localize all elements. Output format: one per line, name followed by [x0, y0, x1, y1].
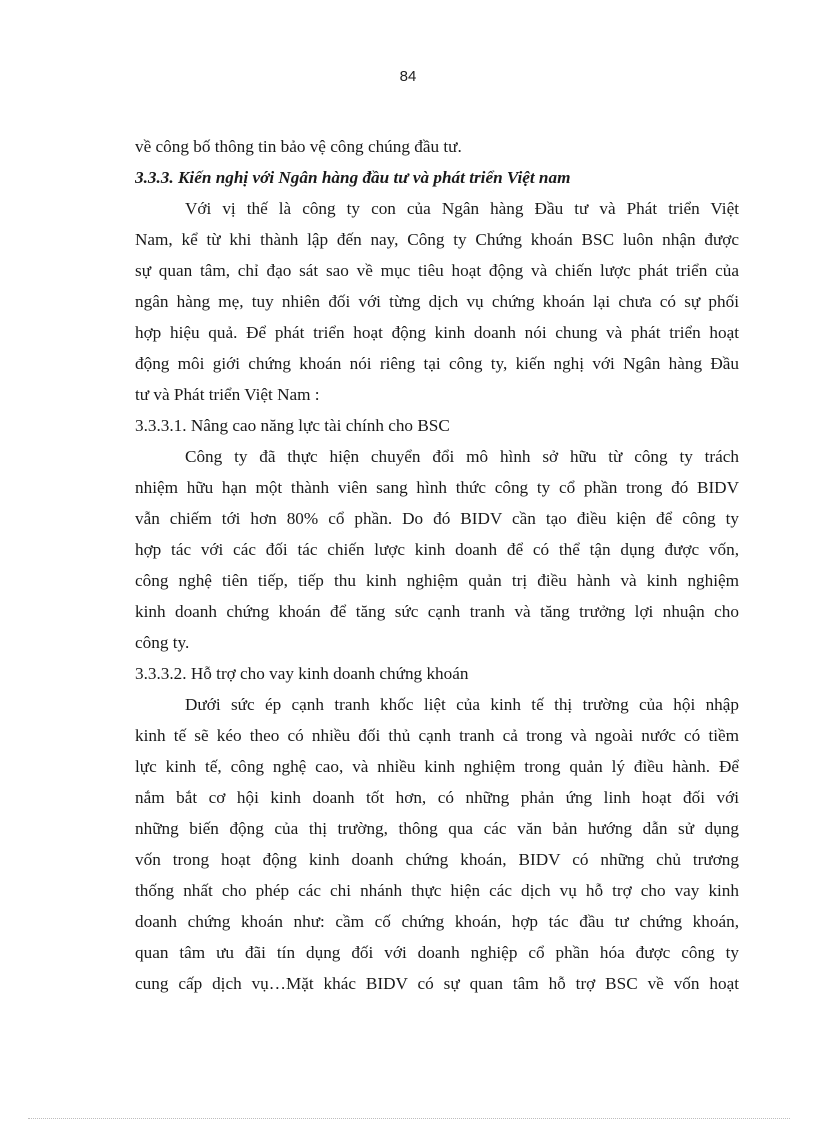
paragraph-line: lực kinh tế, công nghệ cao, và nhiều kinh nghiệm trong quản lý điều hành. Để: [135, 757, 739, 776]
paragraph-3: [135, 689, 739, 999]
paragraph-2: [135, 441, 739, 658]
paragraph-line: cung cấp dịch vụ…Mặt khác BIDV có sự quan tâm hỗ trợ BSC về vốn hoạt: [135, 974, 739, 993]
paragraph-line: kinh tế sẽ kéo theo có nhiều đối thủ cạnh tranh cả trong và ngoài nước có tiềm: [135, 726, 739, 745]
paragraph-line: Với vị thế là công ty con của Ngân hàng Đầu tư và Phát triển Việt: [185, 199, 739, 218]
paragraph-line: kinh doanh chứng khoán để tăng sức cạnh tranh và tăng trưởng lợi nhuận cho: [135, 602, 739, 621]
document-body: [135, 131, 739, 999]
paragraph-line: vốn trong hoạt động kinh doanh chứng khoán, BIDV có những chủ trương: [135, 850, 739, 869]
paragraph-line: hợp hiệu quả. Để phát triển hoạt động kinh doanh nói chung và phát triển hoạt: [135, 323, 739, 342]
intro-line: về công bố thông tin bảo vệ công chúng đầu tư.: [135, 137, 462, 156]
subheading-3-3-3-1: 3.3.3.1. Nâng cao năng lực tài chính cho BSC: [135, 416, 450, 435]
paragraph-line: hợp tác với các đối tác chiến lược kinh doanh để có thể tận dụng được vốn,: [135, 540, 739, 559]
page-bottom-rule: [28, 1118, 790, 1119]
paragraph-line: ngân hàng mẹ, tuy nhiên đối với từng dịch vụ chứng khoán lại chưa có sự phối: [135, 292, 739, 311]
paragraph-line: nắm bắt cơ hội kinh doanh tốt hơn, có những phản ứng linh hoạt đối với: [135, 788, 739, 807]
page-number: 84: [399, 68, 417, 85]
paragraph-line: động môi giới chứng khoán nói riêng tại công ty, kiến nghị với Ngân hàng Đầu: [135, 354, 739, 373]
paragraph-line: công nghệ tiên tiếp, tiếp thu kinh nghiệm quản trị điều hành và kinh nghiệm: [135, 571, 739, 590]
paragraph-line: tư và Phát triển Việt Nam :: [135, 385, 320, 404]
paragraph-line: doanh chứng khoán như: cầm cố chứng khoán, hợp tác đầu tư chứng khoán,: [135, 912, 739, 931]
paragraph-line: công ty.: [135, 633, 190, 652]
paragraph-1: [135, 193, 739, 410]
paragraph-line: Công ty đã thực hiện chuyển đổi mô hình sở hữu từ công ty trách: [185, 447, 739, 466]
paragraph-line: nhiệm hữu hạn một thành viên sang hình thức công ty cổ phần trong đó BIDV: [135, 478, 739, 497]
subheading-3-3-3-2: 3.3.3.2. Hỗ trợ cho vay kinh doanh chứng khoán: [135, 664, 469, 683]
paragraph-line: thống nhất cho phép các chi nhánh thực hiện các dịch vụ hỗ trợ cho vay kinh: [135, 881, 739, 900]
paragraph-line: vẫn chiếm tới hơn 80% cổ phần. Do đó BIDV cần tạo điều kiện để công ty: [135, 509, 739, 528]
paragraph-line: sự quan tâm, chỉ đạo sát sao về mục tiêu hoạt động và chiến lược phát triển của: [135, 261, 739, 280]
paragraph-line: Nam, kể từ khi thành lập đến nay, Công ty Chứng khoán BSC luôn nhận được: [135, 230, 739, 249]
paragraph-line: những biến động của thị trường, thông qua các văn bản hướng dẫn sử dụng: [135, 819, 739, 838]
paragraph-line: Dưới sức ép cạnh tranh khốc liệt của kinh tế thị trường của hội nhập: [185, 695, 739, 714]
paragraph-line: quan tâm ưu đãi tín dụng đối với doanh nghiệp cổ phần hóa được công ty: [135, 943, 739, 962]
section-heading: 3.3.3. Kiến nghị với Ngân hàng đầu tư và phát triển Việt nam: [135, 168, 571, 187]
